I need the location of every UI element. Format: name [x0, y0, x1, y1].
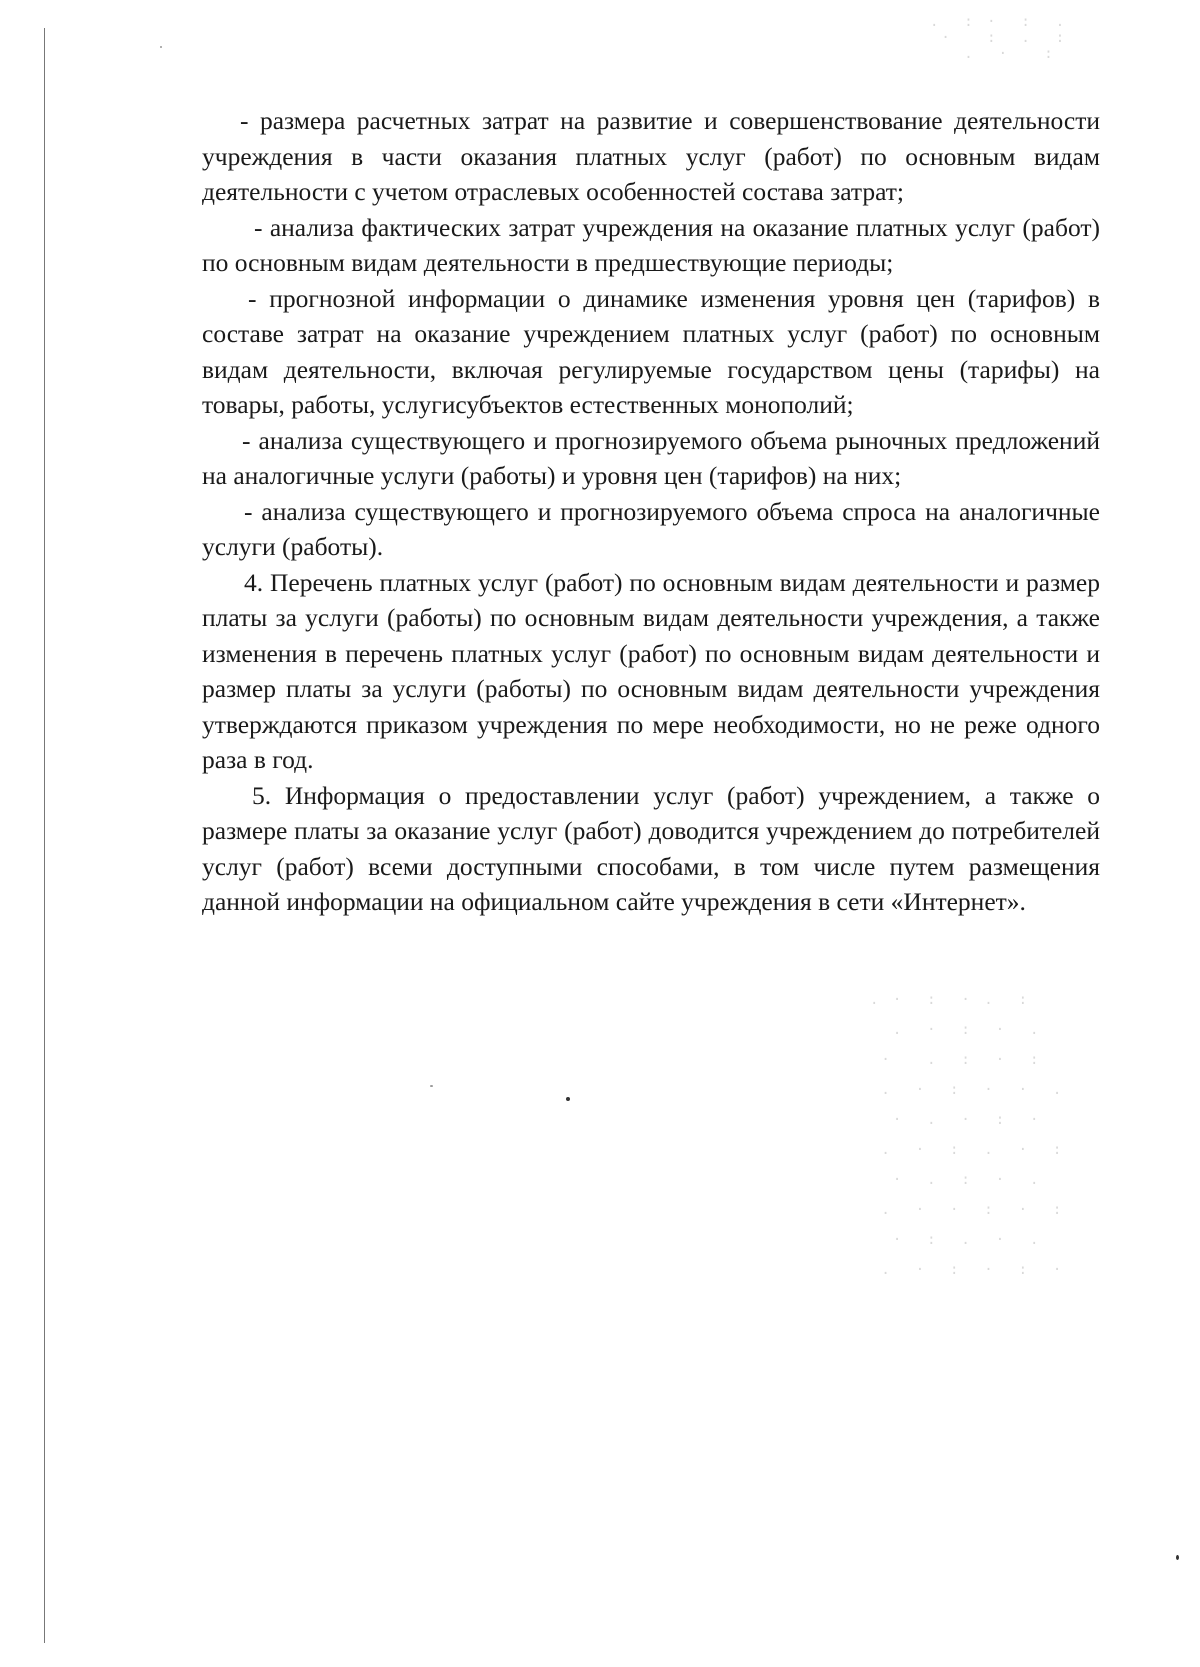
scan-speck: [566, 1097, 570, 1101]
paragraph-demand-analysis: - анализа существующего и прогнозируемого объема спроса на аналогичные услуги (работы).: [202, 496, 1100, 561]
paragraph-item-5: 5. Информация о предоставлении услуг (работ) учреждением, а также о размере платы за оказание услуг (работ) доводится учреждением до потребителей услуг (работ) всеми доступными способами, в том числе путем размещения данной информации на официальном сайте учреждения в сети «Интернет».: [202, 780, 1100, 916]
paragraph-cost-development: - размера расчетных затрат на развитие и совершенствование деятельности учреждения в части оказания платных услуг (работ) по основным видам деятельности с учетом отраслевых особенностей состава затрат;: [202, 106, 1100, 206]
paragraph-market-supply-analysis: - анализа существующего и прогнозируемого объема рыночных предложений на аналогичные услуги (работы) и уровня цен (тарифов) на них;: [202, 425, 1100, 490]
paragraph-item-4: 4. Перечень платных услуг (работ) по основным видам деятельности и размер платы за услуги (работы) по основным видам деятельности учреждения, а также изменения в перечень платных услуг (работ) по основным видам деятельности и размер платы за услуги (работы) по основным видам деятельности учреждения утверждаются приказом учреждения по мере необходимости, но не реже одного раза в год.: [202, 567, 1100, 774]
paragraph-price-forecast: - прогнозной информации о динамике изменения уровня цен (тарифов) в составе затрат на оказание учреждением платных услуг (работ) по основным видам деятельности, включая регулируемые государством цены (тарифы) на товары, работы, услугисубъектов естественных монополий;: [202, 283, 1100, 419]
scan-speck: [430, 1085, 433, 1087]
scan-margin-line: [44, 28, 45, 1643]
scan-speck: [160, 46, 162, 48]
scan-bleed-top: . : · : . · : . : . · :: [930, 14, 1068, 62]
paragraph-actual-costs-analysis: - анализа фактических затрат учреждения на оказание платных услуг (работ) по основным видам деятельности в предшествующие периоды;: [202, 212, 1100, 277]
scan-speck: [1176, 1555, 1179, 1560]
document-body: [202, 103, 1100, 920]
scan-bleed-right: . · : · . : . · : · . · . : · : . · : · · . · . · : · . · : . · : · . : · . . · · : · : · : . · . . · : · : ·: [870, 992, 1065, 1278]
